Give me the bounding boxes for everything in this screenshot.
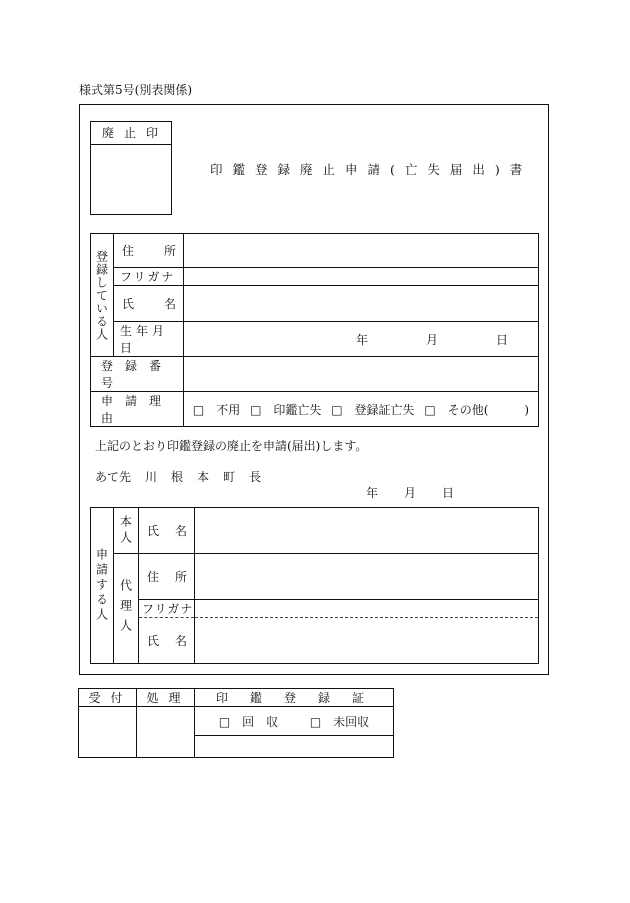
agent-name-label-2: 名: [174, 634, 187, 648]
address-label-2: 所: [163, 244, 176, 258]
certificate-status-cell: [195, 707, 394, 736]
address-label-1: 住: [122, 244, 135, 258]
collected-option[interactable]: □ 回 収: [218, 714, 279, 729]
reason-label-cell: [91, 392, 184, 427]
agent-name-label-cell: [139, 618, 195, 664]
agent-furigana-label-cell: [139, 600, 195, 618]
reception-header: 受付: [79, 689, 137, 707]
address-label-cell: [114, 234, 184, 268]
birth-day-unit: 日: [495, 332, 508, 347]
application-year-unit: 年: [366, 486, 379, 500]
furigana-field[interactable]: [184, 268, 539, 286]
addressee-prefix: あて先: [95, 470, 132, 484]
furigana-label: フリガナ: [120, 270, 176, 284]
name-field[interactable]: [184, 286, 539, 322]
reason-option-unused[interactable]: □ 不用: [192, 402, 241, 417]
name-label-1: 氏: [122, 297, 135, 311]
address-field[interactable]: [184, 234, 539, 268]
agent-address-label-2: 所: [174, 570, 187, 584]
agent-furigana-label: フリガナ: [142, 602, 194, 616]
reception-cell[interactable]: [79, 707, 137, 758]
self-name-label-1: 氏: [147, 524, 160, 538]
agent-furigana-field[interactable]: [195, 600, 539, 618]
registration-number-label: 登録番号: [101, 359, 174, 390]
applicant-group: [91, 508, 114, 664]
agent-address-label-1: 住: [147, 570, 160, 584]
form-title: 印鑑登録廃止申請(亡失届出)書: [210, 162, 533, 177]
agent-name-label-1: 氏: [147, 634, 160, 648]
agent-name-field[interactable]: [195, 618, 539, 664]
addressee: [95, 468, 275, 485]
addressee-char-5: 長: [249, 470, 262, 484]
self-label: 本人: [118, 514, 133, 547]
birth-label: 生年月日: [120, 324, 169, 355]
birth-year-unit: 年: [356, 332, 369, 347]
processing-cell[interactable]: [137, 707, 195, 758]
self-name-label-cell: [139, 508, 195, 554]
reason-option-seal-lost[interactable]: □ 印鑑亡失: [250, 402, 322, 417]
agent-address-label-cell: [139, 554, 195, 600]
cancellation-stamp-box: [90, 121, 172, 215]
reason-options-cell: [184, 392, 539, 427]
registration-number-label-cell: [91, 357, 184, 392]
registered-person-group: [91, 234, 114, 357]
certificate-blank-cell[interactable]: [195, 736, 394, 758]
name-label-cell: [114, 286, 184, 322]
application-day-unit: 日: [442, 486, 455, 500]
self-cell: [114, 508, 139, 554]
application-month-unit: 月: [404, 486, 417, 500]
registered-person-group-label: 登録している人: [94, 249, 109, 341]
application-date: [366, 484, 480, 501]
registration-number-field[interactable]: [184, 357, 539, 392]
registered-person-table: [90, 233, 539, 427]
addressee-char-2: 根: [171, 470, 184, 484]
not-collected-option[interactable]: □ 未回収: [309, 714, 370, 729]
stamp-box-header: 廃止印: [91, 122, 171, 145]
agent-cell: [114, 554, 139, 664]
office-use-table: [78, 688, 394, 758]
applicant-table: [90, 507, 539, 664]
agent-address-field[interactable]: [195, 554, 539, 600]
reason-option-other[interactable]: □ その他( ): [424, 402, 530, 417]
birth-month-unit: 月: [425, 332, 438, 347]
self-name-label-2: 名: [174, 524, 187, 538]
addressee-char-3: 本: [197, 470, 210, 484]
form-number-label: 様式第5号(別表関係): [79, 83, 192, 97]
reason-option-card-lost[interactable]: □ 登録証亡失: [331, 402, 415, 417]
birthdate-field[interactable]: [184, 322, 539, 357]
processing-header: 処理: [137, 689, 195, 707]
self-name-field[interactable]: [195, 508, 539, 554]
addressee-char-1: 川: [145, 470, 158, 484]
furigana-label-cell: [114, 268, 184, 286]
certificate-header: 印鑑登録証: [195, 689, 394, 707]
agent-label: 代理人: [118, 578, 133, 639]
applicant-group-label: 申請する人: [94, 548, 109, 623]
addressee-char-4: 町: [223, 470, 236, 484]
name-label-2: 名: [163, 297, 176, 311]
declaration-text: 上記のとおり印鑑登録の廃止を申請(届出)します。: [95, 439, 368, 453]
birth-label-cell: [114, 322, 184, 357]
reason-label: 申請理由: [101, 394, 174, 425]
